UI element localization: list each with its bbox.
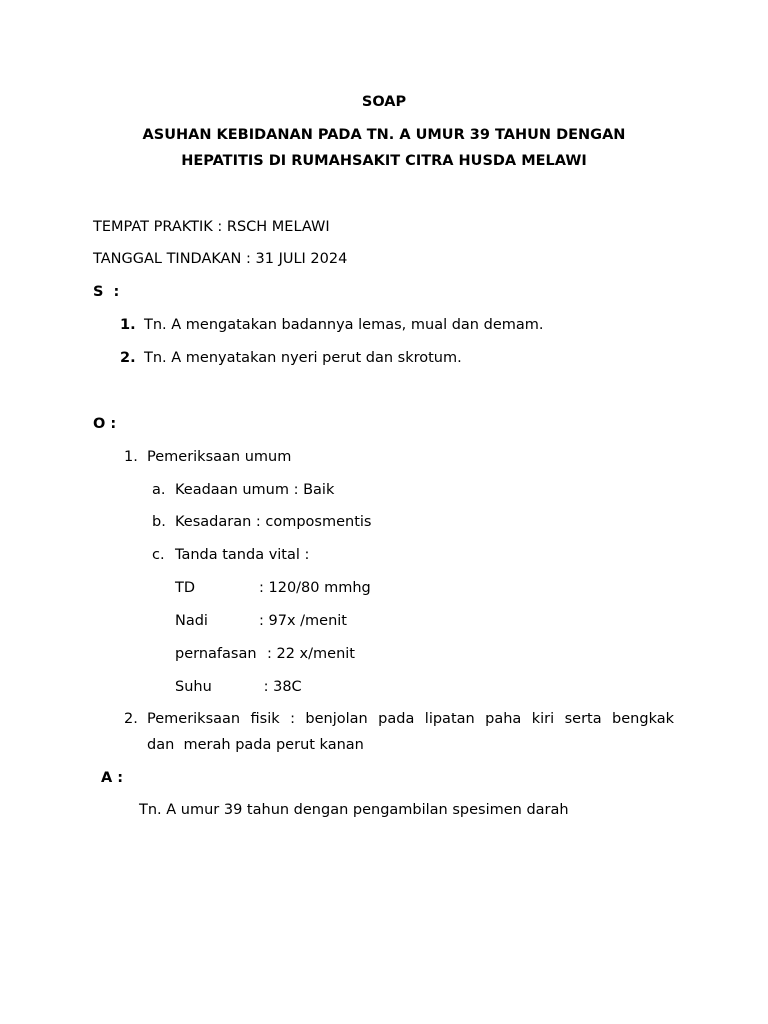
document-subtitle-line1: ASUHAN KEBIDANAN PADA TN. A UMUR 39 TAHUN DENGAN — [142, 127, 626, 143]
objective-heading: O : — [93, 416, 117, 432]
objective-item-number: 1. — [124, 449, 138, 465]
objective-sub-letter: b. — [152, 514, 166, 530]
assessment-heading: A : — [101, 770, 124, 786]
document-title: SOAP — [361, 94, 407, 110]
objective-item-number: 2. — [124, 711, 138, 727]
objective-sub-letter: a. — [152, 482, 166, 498]
vital-value: : 22 x/menit — [267, 646, 355, 662]
vital-label: Suhu — [175, 679, 212, 695]
document-subtitle-line2: HEPATITIS DI RUMAHSAKIT CITRA HUSDA MELAWI — [181, 153, 587, 169]
vital-value: : 97x /menit — [259, 613, 347, 629]
tanggal-tindakan: TANGGAL TINDAKAN : 31 JULI 2024 — [93, 251, 348, 267]
vital-value: : 38C — [259, 679, 302, 695]
tempat-praktik: TEMPAT PRAKTIK : RSCH MELAWI — [93, 219, 330, 235]
subjective-item-text: Tn. A menyatakan nyeri perut dan skrotum. — [144, 350, 462, 366]
objective-sub-text: Keadaan umum : Baik — [175, 482, 335, 498]
subjective-heading: S : — [93, 284, 120, 300]
vital-label: pernafasan — [175, 646, 257, 662]
physical-exam-line1: Pemeriksaan fisik : benjolan pada lipatan paha kiri serta bengkak — [147, 711, 674, 727]
physical-exam-line2: dan merah pada perut kanan — [147, 737, 364, 753]
vital-label: Nadi — [175, 613, 208, 629]
subjective-item-number: 2. — [120, 350, 136, 366]
assessment-text: Tn. A umur 39 tahun dengan pengambilan spesimen darah — [139, 802, 569, 818]
objective-sub-letter: c. — [152, 547, 165, 563]
subjective-item-number: 1. — [120, 317, 136, 333]
objective-sub-text: Kesadaran : composmentis — [175, 514, 372, 530]
objective-item-text: Pemeriksaan umum — [147, 449, 292, 465]
vital-value: : 120/80 mmhg — [259, 580, 371, 596]
objective-sub-text: Tanda tanda vital : — [175, 547, 310, 563]
vital-label: TD — [175, 580, 196, 596]
subjective-item-text: Tn. A mengatakan badannya lemas, mual dan demam. — [144, 317, 544, 333]
